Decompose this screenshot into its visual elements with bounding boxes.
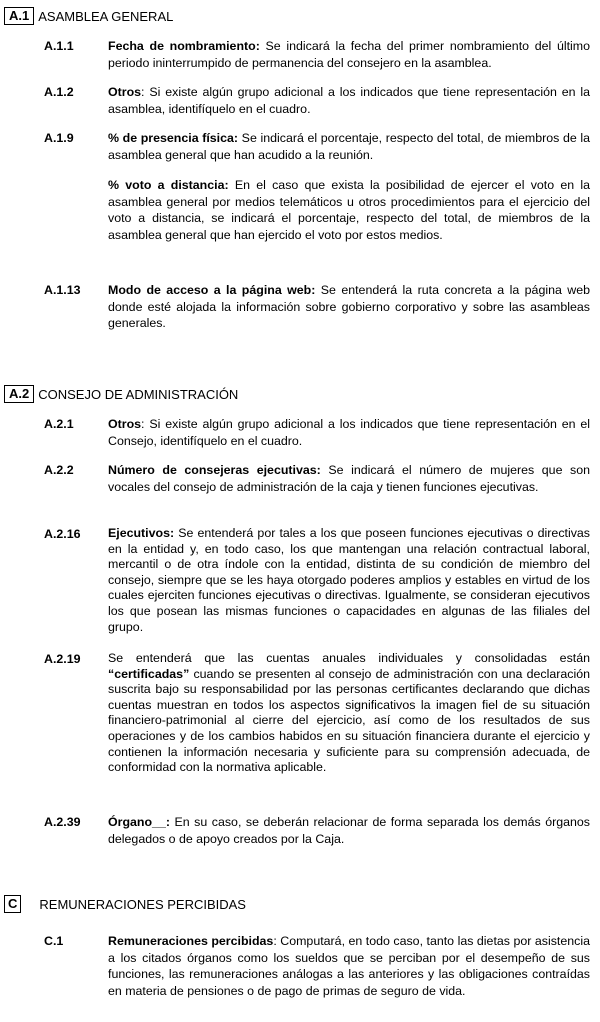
entry-code xyxy=(44,177,108,243)
entry-code: A.1.13 xyxy=(44,283,81,297)
entry-code: C.1 xyxy=(44,934,64,948)
entry-term: % voto a distancia: xyxy=(108,178,229,192)
section-title: ASAMBLEA GENERAL xyxy=(38,8,174,24)
entry-a-1-13 xyxy=(44,282,590,332)
entry-a-2-19 xyxy=(44,651,590,776)
entry-term: Otros xyxy=(108,85,142,99)
section-heading-c xyxy=(4,895,246,913)
entry-text xyxy=(108,84,590,117)
entry-body: Se indicará el número de mujeres que son vocales del consejo de administración de la caja y tienen funciones ejecutivas. xyxy=(108,463,591,494)
entry-code: A.1.9 xyxy=(44,131,74,145)
entry-code: A.1.2 xyxy=(44,85,74,99)
entry-term: Fecha de nombramiento: xyxy=(108,39,260,53)
entry-c-1 xyxy=(44,933,590,999)
entry-a-2-2 xyxy=(44,462,590,495)
entry-term: Número de consejeras ejecutivas: xyxy=(108,463,321,477)
entry-term: Modo de acceso a la página web: xyxy=(108,283,316,297)
entry-code: A.2.16 xyxy=(44,527,81,541)
entry-text xyxy=(108,462,590,495)
entry-text xyxy=(108,416,590,449)
entry-body: cuando se presenten al consejo de administración con una declaración suscrita bajo su responsabilidad por las personas certificantes declarando que dichas cuentas muestran en todos los aspectos significativos la imagen fiel de su situación financiero-patrimonial al cierre del ejercicio, así como de los resultados de sus operaciones y de los cambios habidos en su situación financiera durante el ejercicio y contienen la información necesaria y suficiente para su comprensión adecuada, de conformidad con la normativa aplicable. xyxy=(108,666,590,775)
entry-code: A.2.2 xyxy=(44,463,74,477)
section-title: CONSEJO DE ADMINISTRACIÓN xyxy=(38,386,239,402)
entry-a-1-2 xyxy=(44,84,590,117)
entry-a-2-39 xyxy=(44,814,590,847)
entry-term: Órgano__: xyxy=(108,815,170,829)
section-label: C xyxy=(4,895,21,913)
entry-voto-distancia xyxy=(44,177,590,243)
entry-code: A.2.1 xyxy=(44,417,74,431)
entry-a-1-1 xyxy=(44,38,590,71)
entry-term: Remuneraciones percibidas xyxy=(108,934,274,948)
entry-body: : Computará, en todo caso, tanto las dietas por asistencia a los citados órganos como los sueldos que se perciban por el desempeño de sus funciones, las remuneraciones análogas a las anteriores y las obligaciones contraídas en materia de pensiones o de pago de primas de seguro de vida. xyxy=(108,934,590,998)
entry-a-1-9 xyxy=(44,130,590,163)
entry-pre: Se entenderá que las cuentas anuales individuales y consolidadas están xyxy=(108,651,590,665)
entry-body: Se indicará la fecha del primer nombramiento del último periodo ininterrumpido de permanencia del consejero en la asamblea. xyxy=(108,39,590,70)
entry-text xyxy=(108,933,590,999)
entry-body: Se indicará el porcentaje, respecto del total, de miembros de la asamblea general que han acudido a la reunión. xyxy=(108,131,590,162)
section-label: A.1 xyxy=(4,7,34,25)
entry-body: Se entenderá por tales a los que poseen funciones ejecutivas o directivas en la entidad y, en todo caso, los que mantengan una relación contractual laboral, mercantil o de otra índole con la entidad, distinta de su condición de miembro del consejo, siempre que se les haya otorgado poderes amplios y estables en virtud de los cuales ejerciten funciones ejecutivas o directivas. Igualmente, se consideran ejecutivos los que posean las mismas funciones o capacidades en algunas de las filiales del grupo. xyxy=(108,526,590,634)
entry-term: % de presencia física: xyxy=(108,131,239,145)
section-heading-a1 xyxy=(4,7,173,25)
entry-body: En su caso, se deberán relacionar de forma separada los demás órganos delegados o de apoyo creados por la Caja. xyxy=(108,815,590,846)
entry-text xyxy=(108,651,590,776)
entry-body: En el caso que exista la posibilidad de ejercer el voto en la asamblea general por medios telemáticos u otros procedimientos para el ejercicio del voto a distancia, se indicará el porcentaje, respecto del total, de miembros de la asamblea general que han ejercido el voto por estos medios. xyxy=(108,178,591,242)
entry-a-2-16 xyxy=(44,526,590,635)
entry-code: A.2.19 xyxy=(44,652,81,666)
entry-a-2-1 xyxy=(44,416,590,449)
entry-text xyxy=(108,814,590,847)
entry-code: A.2.39 xyxy=(44,815,81,829)
entry-text xyxy=(108,38,590,71)
entry-code: A.1.1 xyxy=(44,39,74,53)
entry-text xyxy=(108,282,590,332)
entry-term: Ejecutivos: xyxy=(108,526,175,540)
entry-term: Otros xyxy=(108,417,142,431)
entry-body: Se entenderá la ruta concreta a la página web donde esté alojada la información sobre gobierno corporativo y sobre las asambleas generales. xyxy=(108,283,591,330)
section-title: REMUNERACIONES PERCIBIDAS xyxy=(39,896,246,912)
section-heading-a2 xyxy=(4,385,238,403)
entry-text xyxy=(108,130,590,163)
entry-body: : Si existe algún grupo adicional a los indicados que tiene representación en la asamblea, identifíquelo en el cuadro. xyxy=(108,85,590,116)
entry-body: : Si existe algún grupo adicional a los indicados que tiene representación en el Consejo, identifíquelo en el cuadro. xyxy=(108,417,590,448)
entry-term: “certificadas” xyxy=(108,666,190,681)
entry-text xyxy=(108,177,590,243)
section-label: A.2 xyxy=(4,385,34,403)
entry-text xyxy=(108,526,590,635)
